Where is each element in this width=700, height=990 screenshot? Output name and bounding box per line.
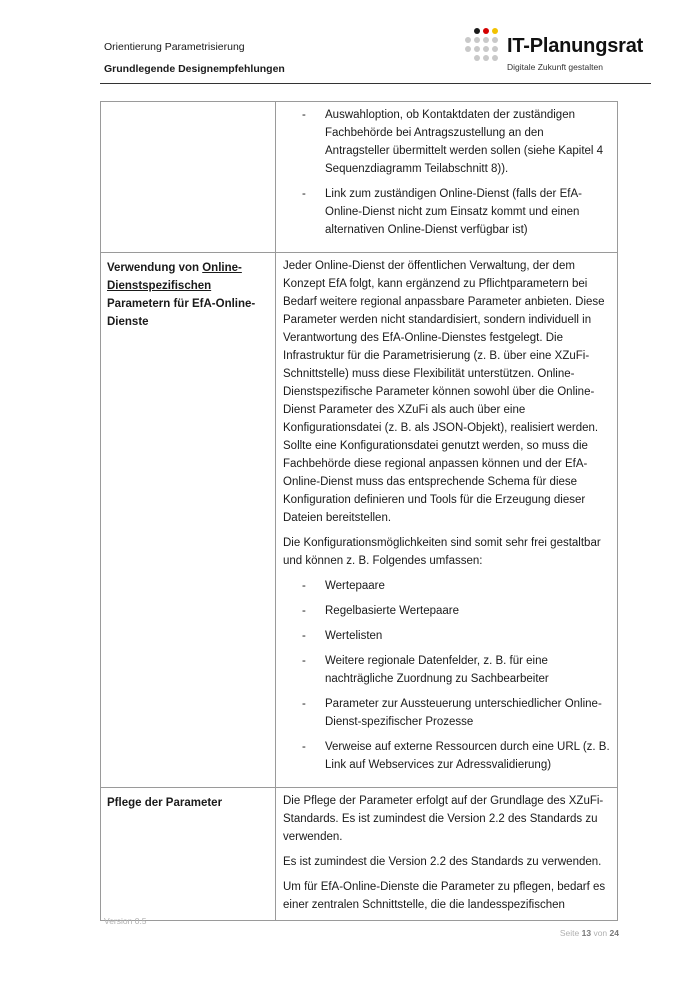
logo-dot	[483, 46, 489, 52]
list-item: - Wertepaare	[283, 577, 610, 595]
logo-dot	[465, 46, 471, 52]
bullet-list	[283, 577, 610, 774]
page-number: Seite 13 von 24	[559, 928, 619, 938]
paragraph: Um für EfA-Online-Dienste die Parameter zu pflegen, bedarf es einer zentralen Schnittstelle, die die landesspezifischen	[283, 881, 606, 911]
dash-marker: -	[302, 188, 306, 200]
dash-marker: -	[302, 630, 306, 642]
logo-tagline: Digitale Zukunft gestalten	[507, 62, 603, 72]
current-page: 13	[581, 928, 592, 938]
logo-dot-grid	[465, 28, 505, 68]
header-subtitle: Grundlegende Designempfehlungen	[104, 63, 285, 75]
row-label: Pflege der Parameter	[101, 788, 276, 921]
paragraph: Die Konfigurationsmöglichkeiten sind somit sehr frei gestaltbar und können z. B. Folgendes umfassen:	[283, 537, 601, 567]
table-row	[101, 253, 618, 788]
row-content	[276, 788, 618, 921]
paragraph: Jeder Online-Dienst der öffentlichen Verwaltung, der dem Konzept EfA folgt, kann ergänzend zu Pflichtparametern bei Bedarf weitere regional anpassbare Parameter anbieten. Diese Parameter werden nicht standardisiert, sondern individuell in Verantwortung des EfA-Online-Dienstes festgelegt. Die Infrastruktur für die Parametrisierung (z. B. über eine XZuFi-Schnittstelle) muss diese Flexibilität unterstützen. Online-Dienstspezifische Parameter können sowohl über die Online-Dienst Parameter des XZuFi als auch über eine Konfigurationsdatei (z. B. als JSON-Objekt), realisiert werden. Sollte eine Konfigurationsdatei genutzt werden, so muss die Fachbehörde diese regional anpassen können und der EfA-Online-Dienst muss das entsprechende Schema für diese Konfiguration definieren und Tools für die Erzeugung dieser Dateien bereitstellen.	[283, 260, 605, 524]
dash-marker: -	[302, 741, 306, 753]
logo-dot	[474, 46, 480, 52]
paragraph: Es ist zumindest die Version 2.2 des Standards zu verwenden.	[283, 856, 602, 868]
logo-dot	[474, 37, 480, 43]
bullet-list	[283, 106, 610, 239]
dash-marker: -	[302, 655, 306, 667]
logo-dot	[483, 37, 489, 43]
row-label-empty	[101, 102, 276, 253]
row-label: Verwendung von Online-Dienstspezifischen Parametern für EfA-Online-Dienste	[101, 253, 276, 788]
dash-marker: -	[302, 605, 306, 617]
list-item: - Auswahloption, ob Kontaktdaten der zuständigen Fachbehörde bei Antragszustellung an den Antragsteller übermittelt werden sollen (siehe Kapitel 4 Sequenzdiagramm Teilabschnitt 8)).	[283, 106, 610, 178]
logo-dot	[492, 37, 498, 43]
document-header	[104, 40, 285, 76]
paragraph: Die Pflege der Parameter erfolgt auf der Grundlage des XZuFi-Standards. Es ist zumindest die Version 2.2 des Standards zu verwenden.	[283, 795, 604, 843]
header-rule	[100, 83, 651, 84]
logo-dot	[492, 55, 498, 61]
logo-dot	[474, 28, 480, 34]
list-item: - Verweise auf externe Ressourcen durch eine URL (z. B. Link auf Webservices zur Adressvalidierung)	[283, 738, 610, 774]
dash-marker: -	[302, 109, 306, 121]
row-content	[276, 102, 618, 253]
underlined-term: Online-Dienstspezifischen	[107, 262, 242, 292]
logo-dot	[483, 28, 489, 34]
table-row	[101, 788, 618, 921]
parameter-table	[100, 101, 618, 921]
it-planungsrat-logo	[465, 28, 655, 72]
dash-marker: -	[302, 580, 306, 592]
list-item: - Wertelisten	[283, 627, 610, 645]
row-content	[276, 253, 618, 788]
logo-dot	[465, 37, 471, 43]
table-row	[101, 102, 618, 253]
list-item: - Link zum zuständigen Online-Dienst (falls der EfA-Online-Dienst nicht zum Einsatz kommt und einen alternativen Online-Dienst verfügbar ist)	[283, 185, 610, 239]
list-item: - Weitere regionale Datenfelder, z. B. für eine nachträgliche Zuordnung zu Sachbearbeiter	[283, 652, 610, 688]
logo-dot	[492, 28, 498, 34]
logo-name: IT-Planungsrat	[507, 35, 644, 57]
list-item: - Parameter zur Aussteuerung unterschiedlicher Online-Dienst-spezifischer Prozesse	[283, 695, 610, 731]
logo-dot	[474, 55, 480, 61]
total-pages: 24	[609, 928, 619, 938]
list-item: - Regelbasierte Wertepaare	[283, 602, 610, 620]
logo-dot	[492, 46, 498, 52]
dash-marker: -	[302, 698, 306, 710]
version-label: Version 0.5	[104, 916, 147, 926]
header-title: Orientierung Parametrisierung	[104, 41, 245, 53]
logo-dot	[483, 55, 489, 61]
